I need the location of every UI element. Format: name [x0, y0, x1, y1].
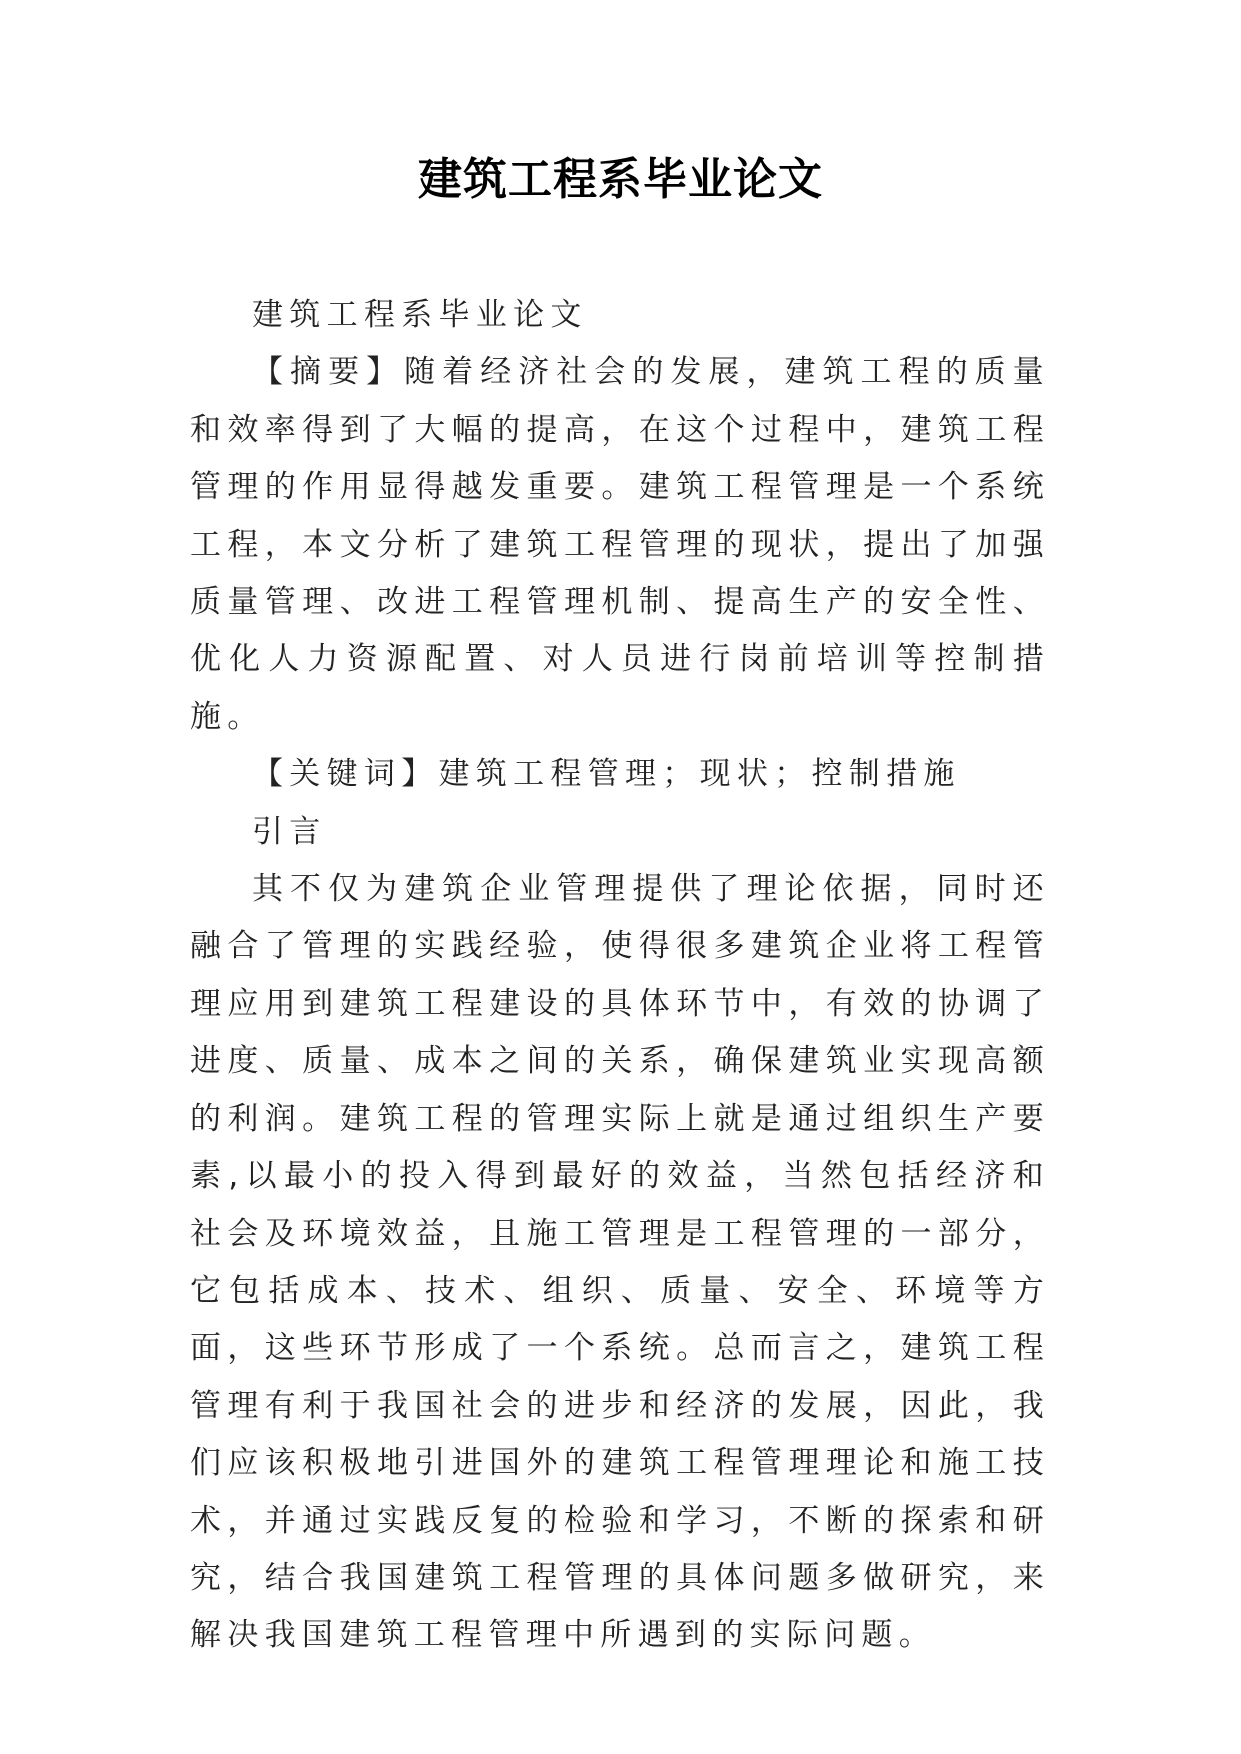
section-heading-introduction: 引言: [252, 813, 327, 850]
subtitle-paragraph: 建筑工程系毕业论文: [252, 297, 588, 333]
introduction-paragraph: 其不仅为建筑企业管理提供了理论依据，同时还融合了管理的实践经验，使得很多建筑企业将工程管理应用到建筑工程建设的具体环节中，有效的协调了进度、质量、成本之间的关系，确保建筑业实现高额的利润。建筑工程的管理实际上就是通过组织生产要素,以最小的投入得到最好的效益，当然包括经济和社会及环境效益，且施工管理是工程管理的一部分，它包括成本、技术、组织、质量、安全、环境等方面，这些环节形成了一个系统。总而言之，建筑工程管理有利于我国社会的进步和经济的发展，因此，我们应该积极地引进国外的建筑工程管理理论和施工技术，并通过实践反复的检验和学习，不断的探索和研究，结合我国建筑工程管理的具体问题多做研究，来解决我国建筑工程管理中所遇到的实际问题。: [190, 871, 1050, 1654]
document-title: 建筑工程系毕业论文: [418, 154, 823, 205]
keywords-paragraph: 【关键词】建筑工程管理；现状；控制措施: [252, 756, 961, 793]
abstract-paragraph: 【摘要】随着经济社会的发展，建筑工程的质量和效率得到了大幅的提高，在这个过程中，建筑工程管理的作用显得越发重要。建筑工程管理是一个系统工程，本文分析了建筑工程管理的现状，提出了加强质量管理、改进工程管理机制、提高生产的安全性、优化人力资源配置、对人员进行岗前培训等控制措施。: [190, 354, 1050, 735]
document-body: [190, 287, 1050, 1665]
